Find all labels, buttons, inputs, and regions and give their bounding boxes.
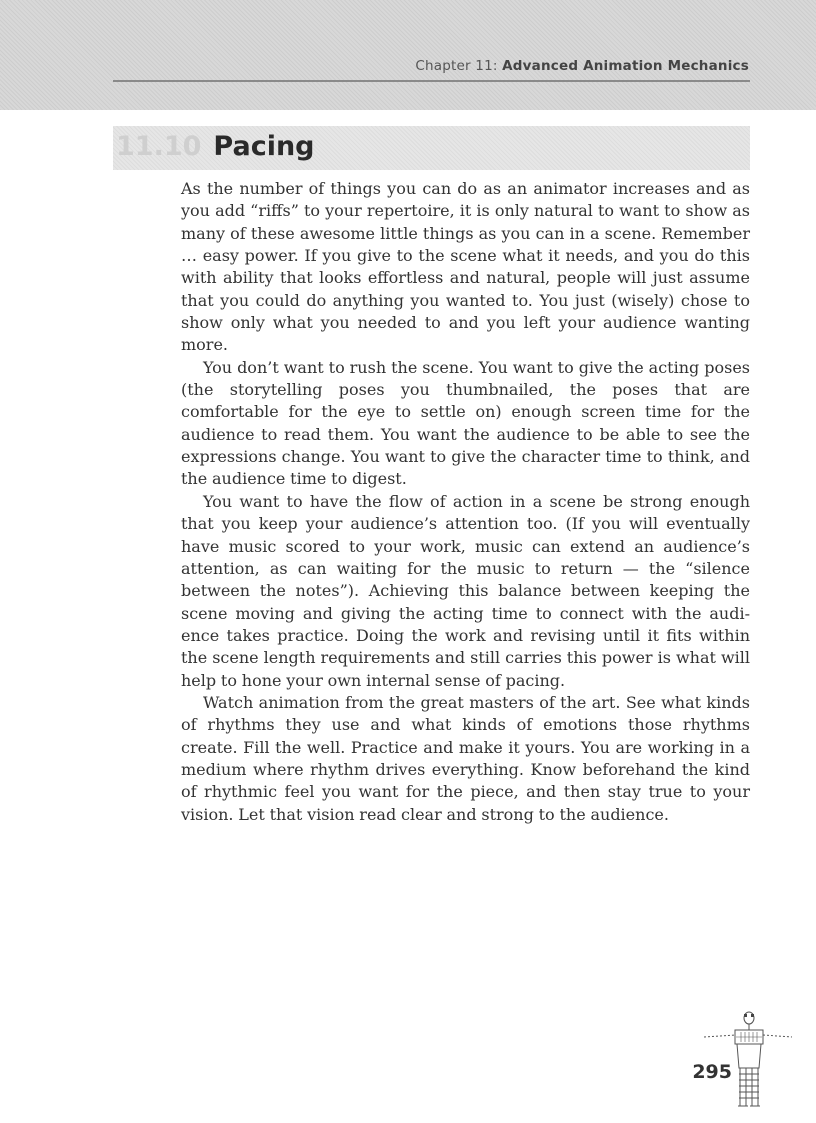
section-title: Pacing [213,131,315,162]
running-head [415,58,749,74]
paragraph: You want to have the flow of action in a scene be strong enough that you keep your audience’s attention too. (If you will eventually have music scored to your work, music can extend an audience’s attention, as can waiting for the music to return — the “silence between the notes”). Achieving this balance between keeping the scene moving and giving the acting time to connect with the audi-ence takes practice. Doing the work and revising until it fits within the scene length requirements and still carries this power is what will help to hone your own internal sense of pacing. [181,491,750,690]
page-number: 295 [692,1061,732,1083]
chapter-label: Chapter 11: [415,58,498,74]
section-number: 11.10 [116,131,202,162]
chapter-title: Advanced Animation Mechanics [502,58,749,74]
section-heading [116,129,315,165]
paragraph: Watch animation from the great masters of the art. See what kinds of rhythms they use and what kinds of emotions those rhythms create. Fill the well. Practice and make it yours. You are working in a medium where rhythm drives everything. Know beforehand the kind of rhythmic feel you want for the piece, and then stay true to your vision. Let that vision read clear and strong to the audience. [181,692,750,824]
wireframe-figure-icon [702,1010,794,1114]
body-text [181,178,750,826]
paragraph: As the number of things you can do as an animator increases and as you add “riffs” to your repertoire, it is only natural to want to show as many of these awesome little things as you can in a scene. Remember … easy power. If you give to the scene what it needs, and you do this with ability that looks effortless and natural, people will just assume that you could do anything you wanted to. You just (wisely) chose to show only what you needed to and you left your audience wanting more. [181,179,750,355]
header-rule [113,80,750,82]
paragraph: You don’t want to rush the scene. You want to give the acting poses (the storytelling poses you thumbnailed, the poses that are comfortable for the eye to settle on) enough screen time for the audience to read them. You want the audience to be able to see the expressions change. You want to give the character time to think, and the audience time to digest. [181,357,750,489]
header-band [0,0,816,110]
